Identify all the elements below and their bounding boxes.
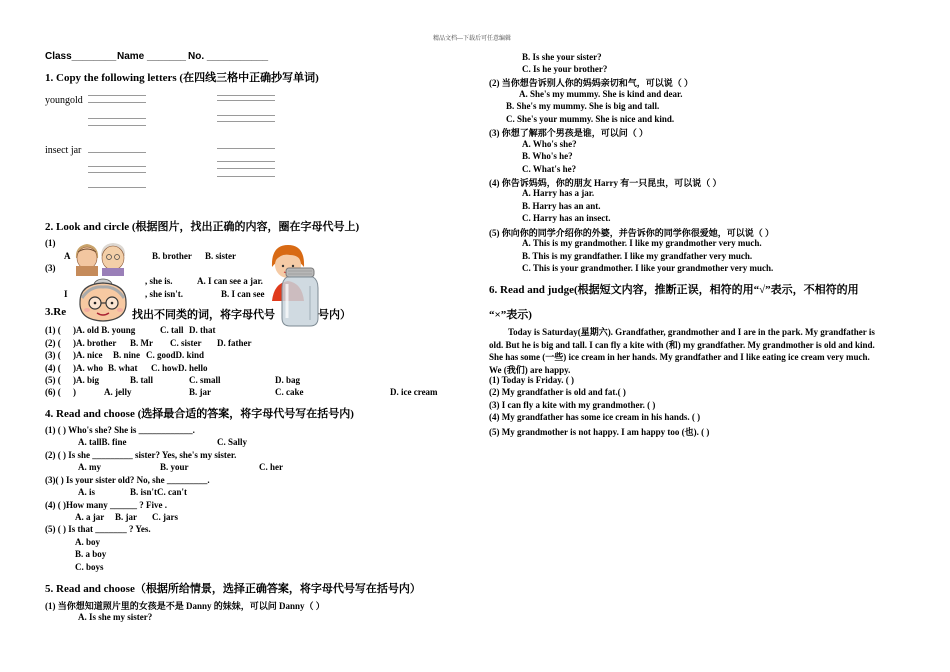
s5-q4-a: A. Harry has a jar. bbox=[522, 188, 595, 198]
s5-q2-b: B. She's my mummy. She is big and tall. bbox=[506, 101, 660, 111]
s4-q4-b: B. jar bbox=[115, 512, 137, 522]
s3-row-6-a: ) bbox=[73, 387, 76, 397]
s3-row-3-b: B. nine bbox=[113, 350, 141, 360]
s4-q5-b: B. a boy bbox=[75, 549, 107, 559]
s6-item-1: (1) Today is Friday. ( ) bbox=[489, 375, 575, 385]
s5-q4: (4) 你告诉妈妈，你的朋友 Harry 有一只昆虫，可以说（ ） bbox=[489, 178, 722, 188]
s6-passage-line1: Today is Saturday(星期六). Grandfather, grandmother and I are in the park. My grandfather is bbox=[508, 327, 875, 337]
s3-row-5-c: C. small bbox=[189, 375, 221, 385]
s5-q5-b: B. This is my grandfather. I like my grandfather very much. bbox=[522, 251, 753, 261]
s3-row-6-e: D. ice cream bbox=[390, 387, 438, 397]
s3-row-5-d: D. bag bbox=[275, 375, 301, 385]
s4-q4: (4) ( )How many ______ ? Five . bbox=[45, 500, 167, 510]
s4-q5-c: C. boys bbox=[75, 562, 104, 572]
section6-title-line1: 6. Read and judge(根据短文内容，推断正误，相符的用“√”表示，不相符的用 bbox=[489, 284, 859, 296]
s5-q1-c: C. Is he your brother? bbox=[522, 64, 608, 74]
s3-row-2-d: D. father bbox=[217, 338, 252, 348]
s2-q1-num: (1) bbox=[45, 238, 56, 248]
s4-q2-c: C. her bbox=[259, 462, 283, 472]
s6-passage-line2: old. But he is big and tall. I can fly a kite with (和) my grandfather. My grandmother is old and kind. bbox=[489, 340, 875, 350]
s5-q5-a: A. This is my grandmother. I like my grandmother very much. bbox=[522, 238, 762, 248]
no-label: No. ___________ bbox=[188, 51, 269, 62]
s5-q4-b: B. Harry has an ant. bbox=[522, 201, 601, 211]
section5-title: 5. Read and choose（根据所给情景，选择正确答案，将字母代号写在括号内） bbox=[45, 583, 421, 595]
s2-q1-option-b: B. brother bbox=[152, 251, 192, 261]
s4-q1-c: C. Sally bbox=[217, 437, 248, 447]
s5-q5-c: C. This is your grandmother. I like your grandmother very much. bbox=[522, 263, 774, 273]
watermark: 精品文档---下载后可任意编辑 bbox=[433, 36, 511, 42]
s5-q3-b: B. Who's he? bbox=[522, 151, 573, 161]
s5-q3: (3) 你想了解那个男孩是谁，可以问（ ） bbox=[489, 128, 648, 138]
s4-q1: (1) ( ) Who's she? She is ____________. bbox=[45, 425, 195, 435]
s6-item-2: (2) My grandfather is old and fat.( ) bbox=[489, 387, 626, 397]
s4-q4-c: C. jars bbox=[152, 512, 178, 522]
s3-row-3-a: )A. nice bbox=[73, 350, 103, 360]
s5-q1-a: A. Is she my sister? bbox=[78, 612, 153, 622]
grandparents-picture bbox=[70, 238, 130, 276]
s4-q3-a: A. is bbox=[78, 487, 96, 497]
s4-q2-b: B. your bbox=[160, 462, 189, 472]
section6-title-line2: “×”表示) bbox=[489, 309, 532, 321]
section3-title-part1: 3.Re bbox=[45, 306, 67, 318]
s3-row-1-num: (1) ( bbox=[45, 325, 61, 335]
s6-item-4: (4) My grandfather has some ice cream in his hands. ( ) bbox=[489, 412, 701, 422]
s3-row-6-num: (6) ( bbox=[45, 387, 61, 397]
s4-q2-a: A. my bbox=[78, 462, 101, 472]
s3-row-1-a: )A. old B. young bbox=[73, 325, 136, 335]
s3-row-3-c: C. goodD. kind bbox=[146, 350, 205, 360]
s5-q3-c: C. What's he? bbox=[522, 164, 577, 174]
s2-q3-option-a: , she is. bbox=[145, 276, 173, 286]
s2-q3-option-d: , she isn't. bbox=[145, 289, 184, 299]
s6-item-5: (5) My grandmother is not happy. I am happy too (也). ( ) bbox=[489, 427, 710, 437]
s5-q2-c: C. She's your mummy. She is nice and kind. bbox=[506, 114, 675, 124]
s2-q1-option-c: B. sister bbox=[205, 251, 236, 261]
s5-q1-b: B. Is she your sister? bbox=[522, 52, 602, 62]
name-label: Name _______ bbox=[117, 51, 186, 62]
s3-row-2-num: (2) ( bbox=[45, 338, 61, 348]
s3-row-4-c: C. howD. hello bbox=[151, 363, 208, 373]
s3-row-1-b: C. tall bbox=[160, 325, 184, 335]
section4-title: 4. Read and choose (选择最合适的答案，将字母代号写在括号内) bbox=[45, 408, 354, 420]
s6-item-3: (3) I can fly a kite with my grandmother. ( ) bbox=[489, 400, 656, 410]
section3-title-part3: 号内） bbox=[318, 309, 351, 321]
class-label: Class________ bbox=[45, 51, 117, 62]
s4-q3: (3)( ) Is your sister old? No, she _________. bbox=[45, 475, 210, 485]
s5-q2: (2) 当你想告诉别人你的妈妈亲切和气，可以说（ ） bbox=[489, 78, 693, 88]
s2-q3-option-c: I bbox=[64, 289, 68, 299]
s4-q3-bc: B. isn'tC. can't bbox=[130, 487, 188, 497]
s4-q2: (2) ( ) Is she _________ sister? Yes, she's my sister. bbox=[45, 450, 237, 460]
s3-row-2-b: B. Mr bbox=[130, 338, 153, 348]
s3-row-4-b: B. what bbox=[108, 363, 138, 373]
s2-q3-num: (3) bbox=[45, 263, 56, 273]
copy-word-2: insect jar bbox=[45, 145, 82, 156]
s3-row-6-c: B. jar bbox=[189, 387, 211, 397]
s2-q3-option-e: B. I can see bbox=[221, 289, 265, 299]
s3-row-6-b: A. jelly bbox=[104, 387, 132, 397]
s3-row-4-num: (4) ( bbox=[45, 363, 61, 373]
s5-q2-a: A. She's my mummy. She is kind and dear. bbox=[519, 89, 683, 99]
copy-word-1: youngold bbox=[45, 95, 83, 106]
s6-passage-line4: We (我们) are happy. bbox=[489, 365, 571, 375]
s4-q4-a: A. a jar bbox=[75, 512, 105, 522]
s3-row-1-c: D. that bbox=[189, 325, 216, 335]
s6-passage-line3: She has some (一些) ice cream in her hands. My grandfather and I like eating ice cream very much. bbox=[489, 352, 870, 362]
s3-row-3-num: (3) ( bbox=[45, 350, 61, 360]
s5-q1: (1) 当你想知道照片里的女孩是不是 Danny 的妹妹，可以问 Danny（ ） bbox=[45, 601, 325, 611]
s3-row-2-c: C. sister bbox=[170, 338, 202, 348]
s3-row-6-d: C. cake bbox=[275, 387, 304, 397]
s2-q3-option-b: A. I can see a jar. bbox=[197, 276, 263, 286]
s4-q1-ab: A. tallB. fine bbox=[78, 437, 127, 447]
section3-title-part2: 找出不同类的词，将字母代号 bbox=[132, 309, 275, 321]
s3-row-5-a: )A. big bbox=[73, 375, 100, 385]
s5-q5: (5) 你向你的同学介绍你的外婆，并告诉你的同学你很爱她，可以说（ ） bbox=[489, 228, 774, 238]
grandmother-picture bbox=[72, 276, 134, 322]
section1-title: 1. Copy the following letters (在四线三格中正确抄写单词) bbox=[45, 72, 319, 84]
s3-row-2-a: )A. brother bbox=[73, 338, 117, 348]
s5-q3-a: A. Who's she? bbox=[522, 139, 577, 149]
s4-q5-a: A. boy bbox=[75, 537, 101, 547]
s5-q4-c: C. Harry has an insect. bbox=[522, 213, 611, 223]
section2-title: 2. Look and circle (根据图片，找出正确的内容，圈在字母代号上) bbox=[45, 221, 360, 233]
s3-row-4-a: )A. who bbox=[73, 363, 104, 373]
s2-q1-option-a: A bbox=[64, 251, 71, 261]
s4-q5: (5) ( ) Is that _______ ? Yes. bbox=[45, 524, 151, 534]
s3-row-5-b: B. tall bbox=[130, 375, 154, 385]
s3-row-5-num: (5) ( bbox=[45, 375, 61, 385]
jar-picture bbox=[280, 266, 320, 328]
